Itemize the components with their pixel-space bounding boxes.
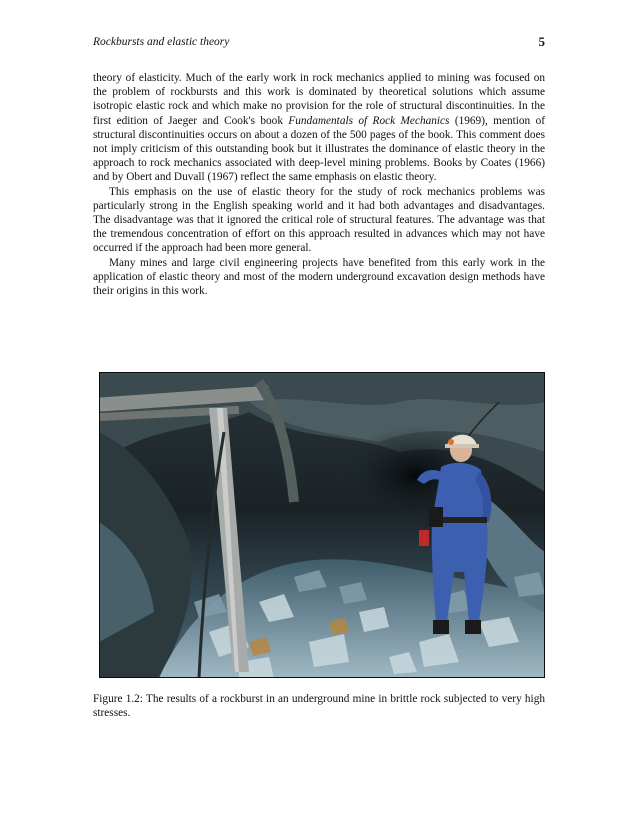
rockburst-photo [99, 372, 545, 678]
body-text [93, 71, 545, 298]
book-title: Fundamentals of Rock Mechanics [288, 114, 450, 127]
page-number: 5 [538, 34, 545, 49]
paragraph-2: This emphasis on the use of elastic theory for the study of rock mechanics problems was particularly strong in the English speaking world and it had both advantages and disadvantages. The disadvantage was that it ignored the critical role of structural features. The advantage was that the tremendous concentration of effort on this approach resulted in advances which may not have occurred if the approach had been more general. [93, 185, 545, 255]
rockburst-photo-illustration [99, 372, 545, 678]
running-header [93, 36, 545, 54]
paragraph-1 [93, 71, 545, 185]
paragraph-1-part-b: (1969), mention of structural discontinuities occurs on about a dozen of the 500 pages of the book. This comment does not imply criticism of this outstanding book but it illustrates the dominance of elastic theory in the approach to rock mechanics associated with deep-level mining problems. Books by Coates (1966) and by Obert and Duvall (1967) reflect the same emphasis on elastic theory. [93, 114, 545, 184]
paragraph-3: Many mines and large civil engineering projects have benefited from this early work in the application of elastic theory and most of the modern underground excavation design methods have their origins in this work. [93, 256, 545, 298]
figure-caption: Figure 1.2: The results of a rockburst in an underground mine in brittle rock subjected to very high stresses. [93, 693, 545, 720]
paragraph-1-part-a: theory of elasticity. Much of the early work in rock mechanics applied to mining was focused on the problem of rockbursts and this work is dominated by theoretical solutions which assume isotropic elastic rock and which make no provision for the role of structural discontinuities. In the first edition of Jaeger and Cook's book [93, 72, 545, 127]
running-title: Rockbursts and elastic theory [93, 36, 230, 48]
